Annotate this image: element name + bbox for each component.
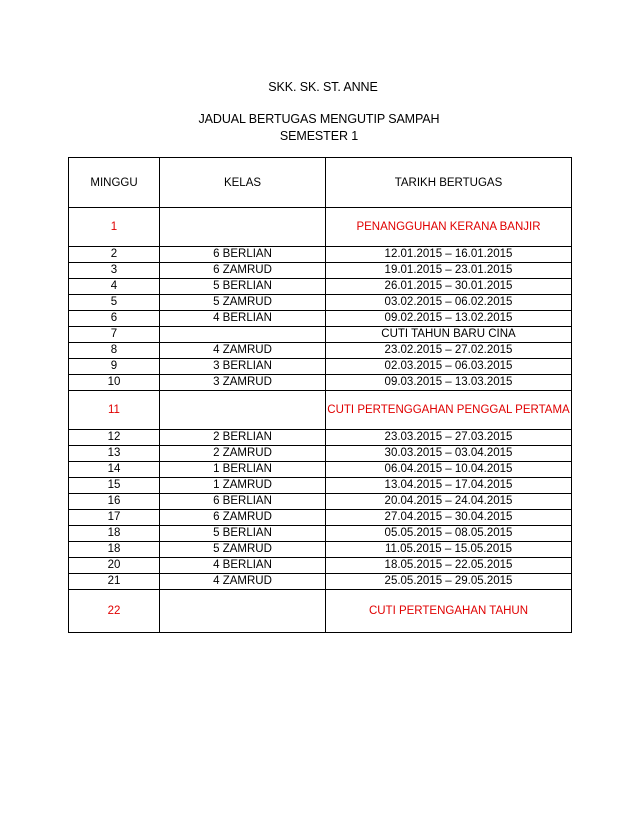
cell-minggu: 2 (69, 247, 160, 263)
cell-tarikh: 02.03.2015 – 06.03.2015 (326, 359, 572, 375)
cell-minggu: 22 (69, 590, 160, 633)
cell-tarikh: 30.03.2015 – 03.04.2015 (326, 446, 572, 462)
table-row (69, 263, 572, 279)
cell-tarikh: 06.04.2015 – 10.04.2015 (326, 462, 572, 478)
cell-minggu: 10 (69, 375, 160, 391)
table-row (69, 446, 572, 462)
cell-minggu: 1 (69, 208, 160, 247)
cell-tarikh: 11.05.2015 – 15.05.2015 (326, 542, 572, 558)
cell-tarikh: 26.01.2015 – 30.01.2015 (326, 279, 572, 295)
cell-minggu: 9 (69, 359, 160, 375)
cell-tarikh: 19.01.2015 – 23.01.2015 (326, 263, 572, 279)
cell-kelas: 5 BERLIAN (160, 279, 326, 295)
cell-kelas: 1 BERLIAN (160, 462, 326, 478)
cell-tarikh: 03.02.2015 – 06.02.2015 (326, 295, 572, 311)
cell-minggu: 3 (69, 263, 160, 279)
cell-kelas (160, 590, 326, 633)
cell-kelas: 6 BERLIAN (160, 494, 326, 510)
cell-tarikh: 23.03.2015 – 27.03.2015 (326, 430, 572, 446)
column-header-tarikh: TARIKH BERTUGAS (326, 158, 572, 208)
cell-kelas (160, 208, 326, 247)
cell-kelas: 1 ZAMRUD (160, 478, 326, 494)
cell-kelas: 2 BERLIAN (160, 430, 326, 446)
cell-minggu: 17 (69, 510, 160, 526)
column-header-kelas: KELAS (160, 158, 326, 208)
cell-kelas: 3 BERLIAN (160, 359, 326, 375)
cell-kelas: 6 ZAMRUD (160, 263, 326, 279)
table-row (69, 462, 572, 478)
cell-tarikh: CUTI TAHUN BARU CINA (326, 327, 572, 343)
table-row (69, 494, 572, 510)
cell-minggu: 4 (69, 279, 160, 295)
table-row (69, 247, 572, 263)
cell-minggu: 18 (69, 542, 160, 558)
cell-minggu: 5 (69, 295, 160, 311)
cell-tarikh: 20.04.2015 – 24.04.2015 (326, 494, 572, 510)
cell-minggu: 11 (69, 391, 160, 430)
cell-minggu: 21 (69, 574, 160, 590)
cell-minggu: 6 (69, 311, 160, 327)
cell-kelas: 4 ZAMRUD (160, 574, 326, 590)
cell-kelas (160, 327, 326, 343)
cell-tarikh: 25.05.2015 – 29.05.2015 (326, 574, 572, 590)
cell-kelas: 4 ZAMRUD (160, 343, 326, 359)
table-row (69, 526, 572, 542)
cell-tarikh: 18.05.2015 – 22.05.2015 (326, 558, 572, 574)
document-subtitle: SEMESTER 1 (279, 129, 359, 143)
cell-kelas (160, 391, 326, 430)
cell-kelas: 2 ZAMRUD (160, 446, 326, 462)
cell-minggu: 8 (69, 343, 160, 359)
cell-minggu: 16 (69, 494, 160, 510)
table-row (69, 574, 572, 590)
cell-kelas: 3 ZAMRUD (160, 375, 326, 391)
table-row (69, 542, 572, 558)
table-row (69, 295, 572, 311)
table-row (69, 558, 572, 574)
table-row (69, 478, 572, 494)
table-row (69, 430, 572, 446)
cell-minggu: 13 (69, 446, 160, 462)
cell-tarikh: 09.02.2015 – 13.02.2015 (326, 311, 572, 327)
cell-kelas: 5 ZAMRUD (160, 295, 326, 311)
table-row (69, 375, 572, 391)
cell-tarikh: 27.04.2015 – 30.04.2015 (326, 510, 572, 526)
table-row (69, 311, 572, 327)
cell-kelas: 4 BERLIAN (160, 558, 326, 574)
table-header-row (69, 158, 572, 208)
cell-tarikh: CUTI PERTENGGAHAN PENGGAL PERTAMA (326, 391, 572, 430)
table-row (69, 391, 572, 430)
cell-kelas: 4 BERLIAN (160, 311, 326, 327)
table-row (69, 327, 572, 343)
document-title: JADUAL BERTUGAS MENGUTIP SAMPAH (198, 112, 440, 126)
cell-tarikh: 23.02.2015 – 27.02.2015 (326, 343, 572, 359)
cell-tarikh: 13.04.2015 – 17.04.2015 (326, 478, 572, 494)
cell-tarikh: CUTI PERTENGAHAN TAHUN (326, 590, 572, 633)
cell-minggu: 20 (69, 558, 160, 574)
cell-tarikh: PENANGGUHAN KERANA BANJIR (326, 208, 572, 247)
cell-minggu: 14 (69, 462, 160, 478)
cell-minggu: 7 (69, 327, 160, 343)
cell-kelas: 6 ZAMRUD (160, 510, 326, 526)
cell-tarikh: 12.01.2015 – 16.01.2015 (326, 247, 572, 263)
table-row (69, 510, 572, 526)
table-row (69, 359, 572, 375)
table-row (69, 590, 572, 633)
cell-tarikh: 09.03.2015 – 13.03.2015 (326, 375, 572, 391)
cell-minggu: 12 (69, 430, 160, 446)
table-row (69, 343, 572, 359)
table-row (69, 279, 572, 295)
cell-tarikh: 05.05.2015 – 08.05.2015 (326, 526, 572, 542)
school-name: SKK. SK. ST. ANNE (268, 80, 378, 94)
table-row (69, 208, 572, 247)
column-header-minggu: MINGGU (69, 158, 160, 208)
cell-minggu: 18 (69, 526, 160, 542)
cell-kelas: 5 ZAMRUD (160, 542, 326, 558)
cell-kelas: 5 BERLIAN (160, 526, 326, 542)
cell-minggu: 15 (69, 478, 160, 494)
cell-kelas: 6 BERLIAN (160, 247, 326, 263)
duty-schedule-table (68, 157, 572, 633)
